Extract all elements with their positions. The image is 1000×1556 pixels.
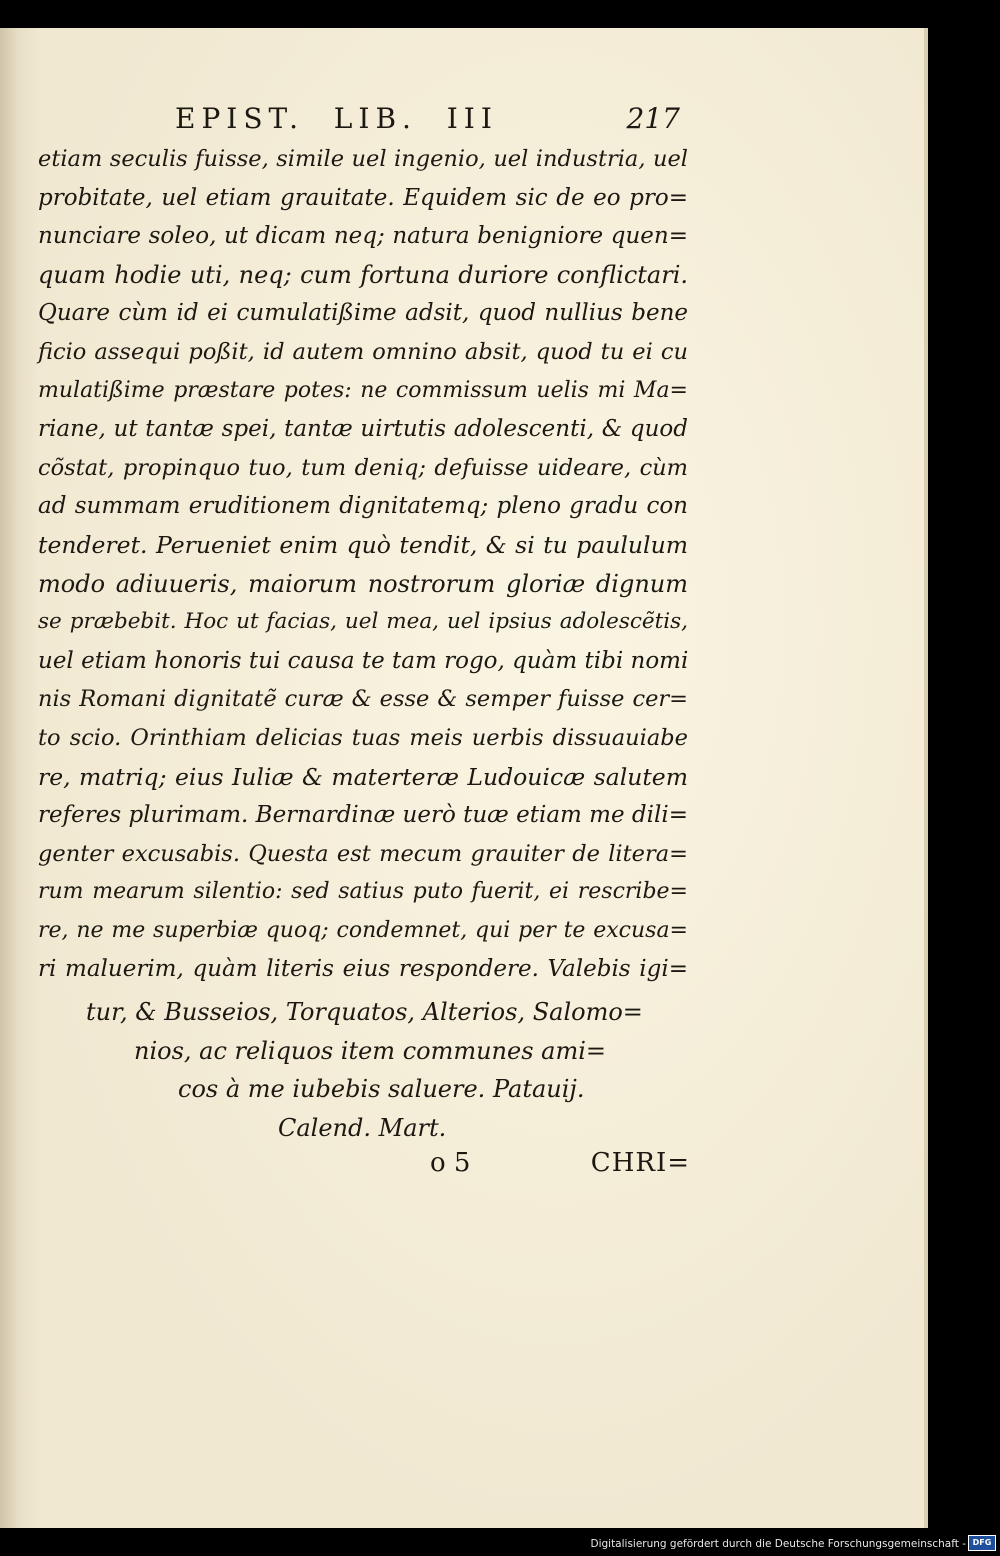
- text-line: nunciare soleo, ut dicam neq; natura benigniore quen=: [38, 223, 688, 250]
- text-line: ad summam eruditionem dignitatemq; pleno gradu con: [38, 493, 688, 520]
- page-edge: [924, 28, 928, 1528]
- text-line: probitate, uel etiam grauitate. Equidem sic de eo pro=: [38, 184, 688, 211]
- closing-line: cos à me iubebis saluere. Patauij.: [178, 1075, 585, 1104]
- page-header: [175, 102, 680, 136]
- text-line: se præbebit. Hoc ut facias, uel mea, uel ipsius adolescẽtis,: [38, 609, 688, 635]
- text-line: riane, ut tantæ spei, tantæ uirtutis adolescenti, & quod: [38, 416, 688, 443]
- folio-number: 217: [626, 102, 680, 135]
- letter-body: [38, 140, 688, 989]
- text-line: ri maluerim, quàm literis eius respondere. Valebis igi=: [38, 956, 688, 983]
- text-line: nis Romani dignitatẽ curæ & esse & semper fuisse cer=: [38, 686, 688, 713]
- text-line: re, matriq; eius Iuliæ & materteræ Ludouicæ salutem: [38, 762, 688, 791]
- text-line: tenderet. Perueniet enim quò tendit, & si tu paululum: [38, 530, 688, 559]
- text-line: referes plurimam. Bernardinæ uerò tuæ etiam me dili=: [38, 802, 688, 829]
- text-line: re, ne me superbiæ quoq; condemnet, qui per te excusa=: [38, 917, 688, 943]
- text-line: etiam seculis fuisse, simile uel ingenio, uel industria, uel: [38, 146, 688, 172]
- closing-line: nios, ac reliquos item communes ami=: [134, 1036, 607, 1065]
- text-line: rum mearum silentio: sed satius puto fuerit, ei rescribe=: [38, 879, 688, 905]
- closing-line: tur, & Busseios, Torquatos, Alterios, Salomo=: [86, 998, 643, 1026]
- date-line: Calend. Mart.: [278, 1113, 447, 1142]
- text-line: mulatißime præstare potes: ne commissum uelis mi Ma=: [38, 377, 688, 403]
- text-line: to scio. Orinthiam delicias tuas meis uerbis dissuauiabe: [38, 724, 688, 751]
- text-line: cõstat, propinquo tuo, tum deniq; defuisse uideare, cùm: [38, 454, 688, 481]
- text-line: uel etiam honoris tui causa te tam rogo, quàm tibi nomi: [38, 647, 689, 674]
- text-line: quam hodie uti, neq; cum fortuna duriore conflictari.: [38, 260, 688, 289]
- catchword: CHRI=: [590, 1148, 690, 1178]
- letter-closing: [38, 993, 688, 1147]
- text-line: genter excusabis. Questa est mecum grauiter de litera=: [38, 840, 688, 867]
- page-footer: [430, 1148, 690, 1184]
- running-head: EPIST. LIB. III: [175, 102, 498, 135]
- signature-mark: o 5: [430, 1148, 471, 1178]
- dfg-logo-icon: DFG: [968, 1535, 996, 1551]
- text-line: Quare cùm id ei cumulatißime adsit, quod nullius bene: [38, 300, 688, 327]
- text-line: modo adiuueris, maiorum nostrorum gloriæ dignum: [38, 569, 688, 598]
- digitization-credit: Digitalisierung gefördert durch die Deutsche Forschungsgemeinschaft -: [590, 1538, 966, 1550]
- text-line: ficio assequi poßit, id autem omnino absit, quod tu ei cu: [38, 338, 688, 365]
